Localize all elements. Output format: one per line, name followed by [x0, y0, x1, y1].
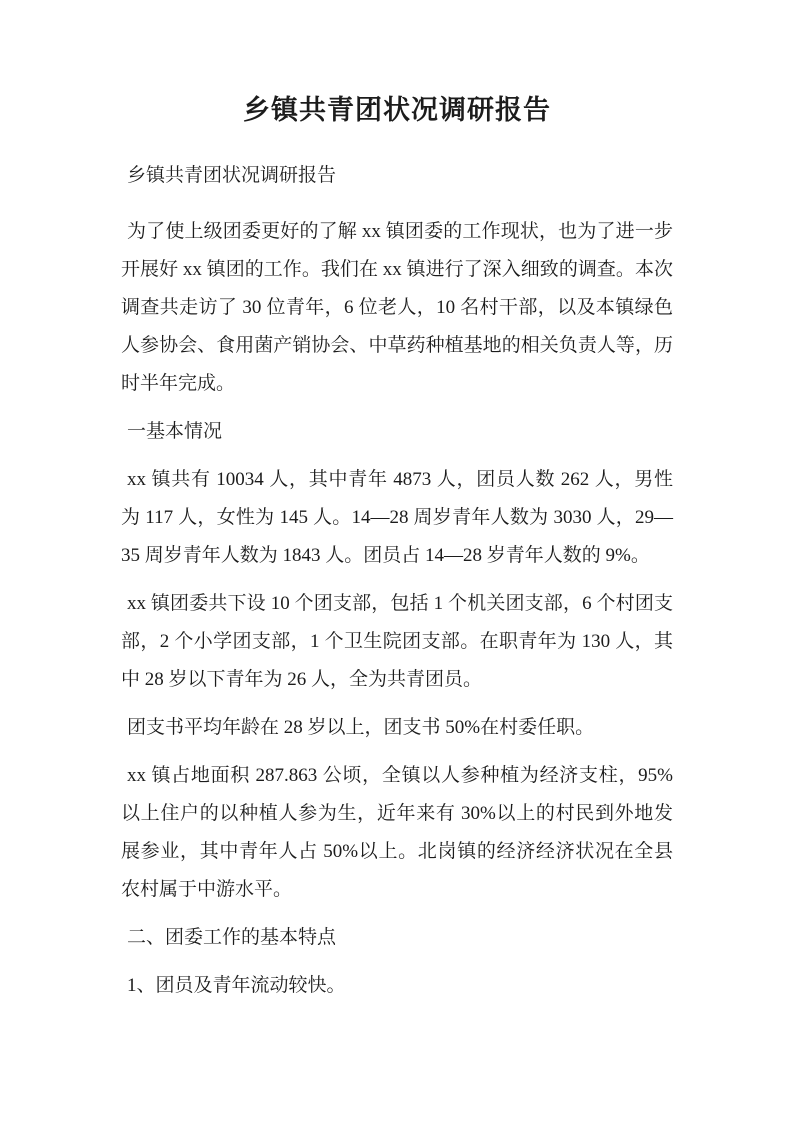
- paragraph-member-mobility: 1、团员及青年流动较快。: [127, 975, 346, 996]
- paragraph-population-stats: xx 镇共有 10034 人，其中青年 4873 人，团员人数 262 人，男性为 117 人，女性为 145 人。14—28 周岁青年人数为 3030 人，29—35 周岁青年人数为 1843 人。团员占 14—28 岁青年人数的 9%。: [121, 469, 673, 566]
- document-subtitle-line: 乡镇共青团状况调研报告: [127, 165, 337, 186]
- document-title: 乡镇共青团状况调研报告: [243, 95, 551, 125]
- paragraph-league-branches: xx 镇团委共下设 10 个团支部，包括 1 个机关团支部，6 个村团支部，2 个小学团支部，1 个卫生院团支部。在职青年为 130 人，其中 28 岁以下青年为 26 人，全为共青团员。: [121, 593, 673, 690]
- section-heading-work-features: 二、团委工作的基本特点: [127, 927, 337, 948]
- paragraph-intro: 为了使上级团委更好的了解 xx 镇团委的工作现状，也为了进一步开展好 xx 镇团的工作。我们在 xx 镇进行了深入细致的调查。本次调查共走访了 30 位青年，6 位老人，10 名村干部，以及本镇绿色人参协会、食用菌产销协会、中草药种植基地的相关负责人等，历时半年完成。: [121, 221, 673, 394]
- paragraph-branch-secretary: 团支书平均年龄在 28 岁以上，团支书 50%在村委任职。: [127, 717, 595, 738]
- paragraph-economy: xx 镇占地面积 287.863 公顷，全镇以人参种植为经济支柱，95%以上住户的以种植人参为生，近年来有 30%以上的村民到外地发展参业，其中青年人占 50%以上。北岗镇的经济经济状况在全县农村属于中游水平。: [121, 765, 673, 900]
- section-heading-basic-situation: 一基本情况: [127, 421, 223, 442]
